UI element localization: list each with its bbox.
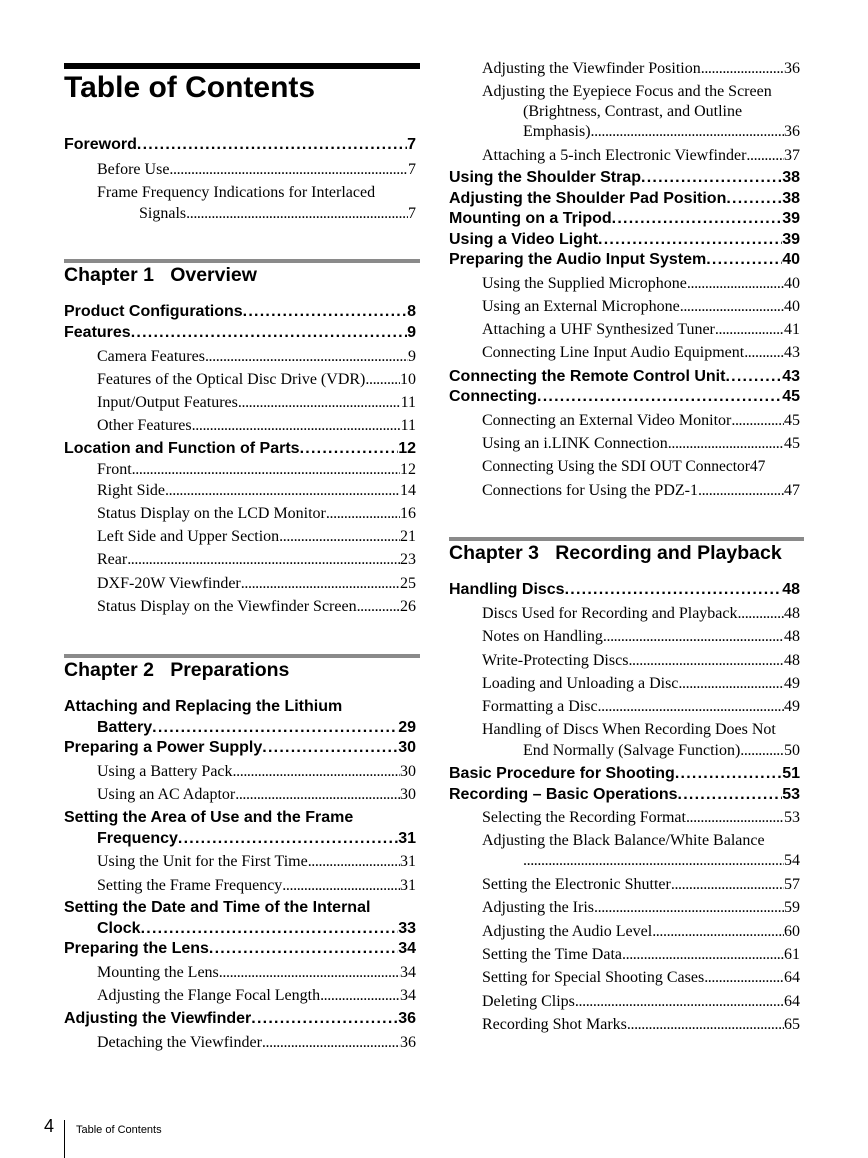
toc-entry-ilink[interactable] [482,434,800,454]
toc-entry-preparing-lens[interactable] [64,939,416,960]
page-number: 48 [784,652,800,669]
entry-title: Using an i.LINK Connection [482,435,668,452]
entry-title: Connecting Using the SDI OUT Connector [482,458,750,475]
page-number: 29 [398,719,416,736]
toc-entry-eyepiece-line1[interactable]: Adjusting the Eyepiece Focus and the Screen [482,83,772,100]
toc-entry-external-microphone[interactable] [482,297,800,317]
page-number: 33 [398,920,416,937]
page-number: 45 [782,388,800,405]
entry-title: Features of the Optical Disc Drive (VDR) [97,371,366,388]
page-number: 36 [398,1010,416,1027]
toc-entry-frame-frequency-setting[interactable] [97,876,416,896]
toc-entry-before-use[interactable] [97,160,416,180]
page-number: 38 [782,169,800,186]
page-number: 39 [782,210,800,227]
toc-entry-ac-adaptor[interactable] [97,785,416,805]
toc-entry-iris[interactable] [482,898,800,918]
entry-title: Notes on Handling [482,628,603,645]
toc-entry-location-function[interactable] [64,439,416,460]
toc-entry-foreword[interactable] [64,135,416,156]
page-number: 34 [400,987,416,1004]
entry-title: Other Features [97,417,192,434]
page-number: 64 [784,993,800,1010]
page-number: 40 [782,251,800,268]
entry-title: Connecting an External Video Monitor [482,412,732,429]
entry-title: Right Side [97,482,166,499]
entry-title: Mounting the Lens [97,964,219,981]
toc-entry-rear[interactable] [97,550,416,570]
entry-title: Using an AC Adaptor [97,786,236,803]
entry-title: Using the Supplied Microphone [482,275,687,292]
entry-title: Status Display on the LCD Monitor [97,505,326,522]
entry-title: Front [97,461,132,478]
toc-entry-dxf-viewfinder[interactable] [97,574,416,594]
entry-title: Preparing the Lens [64,940,209,957]
entry-title: Loading and Unloading a Disc [482,675,679,692]
toc-entry-5inch-viewfinder[interactable] [482,146,800,166]
entry-title: Attaching a 5-inch Electronic Viewfinder [482,147,747,164]
chapter-3-heading: Chapter 3 Recording and Playback [449,542,782,564]
entry-title: Battery [97,719,153,736]
entry-title: Attaching a UHF Synthesized Tuner [482,321,715,338]
entry-title: Detaching the Viewfinder [97,1034,262,1051]
entry-title: Rear [97,551,128,568]
toc-entry-input-output[interactable] [97,393,416,413]
toc-entry-connecting[interactable] [449,387,800,408]
toc-entry-left-side[interactable] [97,527,416,547]
toc-entry-deleting-clips[interactable] [482,992,800,1012]
page-number: 7 [408,205,416,222]
toc-entry-adjusting-viewfinder[interactable] [64,1009,416,1030]
toc-entry-eyepiece-line2[interactable]: (Brightness, Contrast, and Outline [523,103,743,120]
page-number: 16 [400,505,416,522]
page-number: 26 [400,598,416,615]
entry-title: Preparing a Power Supply [64,739,263,756]
toc-entry-external-monitor[interactable] [482,411,800,431]
entry-title: Adjusting the Iris [482,899,594,916]
toc-entry-audio-input[interactable] [449,250,800,271]
toc-entry-features[interactable] [64,323,416,344]
entry-title: DXF-20W Viewfinder [97,575,241,592]
page-number: 30 [400,763,416,780]
toc-entry-shoulder-strap[interactable] [449,168,800,189]
entry-title: Using a Video Light [449,231,599,248]
entry-title: Emphasis) [523,123,591,140]
toc-entry-tripod[interactable] [449,209,800,230]
page-number: 48 [782,581,800,598]
toc-entry-flange-focal[interactable] [97,986,416,1006]
page-number: 11 [400,417,416,434]
page-number: 10 [400,371,416,388]
page-number: 49 [784,675,800,692]
page-number: 9 [407,324,416,341]
toc-entry-other-features[interactable] [97,416,416,436]
page-number: 39 [782,231,800,248]
toc-entry-camera-features[interactable] [97,347,416,367]
entry-title: Connections for Using the PDZ-1 [482,482,698,499]
toc-entry-special-shooting[interactable] [482,968,800,988]
entry-title: Using a Battery Pack [97,763,233,780]
page-number: 14 [400,482,416,499]
page-number: 47 [749,458,766,475]
toc-entry-loading-disc[interactable] [482,674,800,694]
entry-title: Formatting a Disc [482,698,598,715]
page-number: 7 [408,161,416,178]
page-number: 21 [400,528,416,545]
toc-entry-black-balance-line1[interactable]: Adjusting the Black Balance/White Balance [482,832,765,849]
toc-entry-power-supply[interactable] [64,738,416,759]
entry-title: Clock [97,920,141,937]
toc-entry-audio-level[interactable] [482,922,800,942]
entry-title: Camera Features [97,348,205,365]
toc-entry-line-input-audio[interactable] [482,343,800,363]
entry-title: Input/Output Features [97,394,238,411]
page-number: 65 [784,1016,800,1033]
toc-entry-video-light[interactable] [449,230,800,251]
toc-entry-write-protecting[interactable] [482,651,800,671]
entry-title: Setting the Frame Frequency [97,877,283,894]
toc-entry-status-viewfinder[interactable] [97,597,416,617]
toc-entry-sdi-out[interactable] [482,457,802,477]
page-number: 34 [400,964,416,981]
page-number: 8 [407,303,416,320]
entry-title: Adjusting the Audio Level [482,923,653,940]
page-number: 7 [407,136,416,153]
toc-entry-optical-disc-drive[interactable] [97,370,416,390]
footer-page-number: 4 [44,1116,55,1136]
entry-title: Adjusting the Flange Focal Length [97,987,321,1004]
toc-entry-notes-handling[interactable] [482,627,800,647]
page-number: 45 [784,412,800,429]
entry-title: Discs Used for Recording and Playback [482,605,738,622]
toc-entry-first-time[interactable] [97,852,416,872]
page-number: 53 [782,786,800,803]
entry-title: Using the Unit for the First Time [97,853,308,870]
entry-title: Adjusting the Shoulder Pad Position [449,190,727,207]
toc-entry-battery[interactable] [97,718,416,739]
page-number: 9 [408,348,416,365]
toc-entry-clock[interactable] [97,919,416,940]
toc-entry-viewfinder-position[interactable] [482,59,800,79]
page-number: 53 [784,809,800,826]
page-number: 48 [784,605,800,622]
entry-title: Status Display on the Viewfinder Screen [97,598,357,615]
page-number: 64 [784,969,800,986]
entry-title: Frequency [97,830,178,847]
entry-title: Mounting on a Tripod [449,210,612,227]
page-number: 40 [784,275,800,292]
toc-entry-frame-frequency[interactable] [139,204,416,224]
entry-title: Write-Protecting Discs [482,652,629,669]
entry-title: Basic Procedure for Shooting [449,765,675,782]
entry-title: Connecting Line Input Audio Equipment [482,344,745,361]
page-number: 47 [784,482,800,499]
page-number: 25 [400,575,416,592]
toc-entry-discs-used[interactable] [482,604,800,624]
toc-entry-frame-frequency-line1[interactable]: Frame Frequency Indications for Interlaced [97,184,376,201]
page-title: Table of Contents [64,71,316,104]
entry-title: End Normally (Salvage Function) [523,742,741,759]
toc-entry-area-frequency[interactable] [97,829,416,850]
toc-entry-time-data[interactable] [482,945,800,965]
entry-title: Product Configurations [64,303,243,320]
entry-title: Handling Discs [449,581,565,598]
entry-title: Before Use [97,161,170,178]
page-number: 57 [784,876,800,893]
entry-title: Signals [139,205,187,222]
page-number: 36 [400,1034,416,1051]
toc-entry-remote-control[interactable] [449,367,800,388]
toc-entry-detaching-viewfinder[interactable] [97,1033,416,1053]
toc-entry-salvage[interactable] [523,741,800,761]
chapter-1-heading: Chapter 1 Overview [64,264,257,286]
entry-title: Connecting the Remote Control Unit [449,368,726,385]
entry-title: Connecting [449,388,537,405]
entry-title: Setting the Electronic Shutter [482,876,671,893]
toc-entry-shot-marks[interactable] [482,1015,800,1035]
entry-title: Recording Shot Marks [482,1016,627,1033]
entry-title: Foreword [64,136,137,153]
page-number: 41 [784,321,800,338]
page-number: 61 [784,946,800,963]
toc-entry-pdz1[interactable] [482,481,800,501]
entry-title: Preparing the Audio Input System [449,251,707,268]
title-top-rule [64,63,420,69]
entry-title: Left Side and Upper Section [97,528,280,545]
chapter-2-heading: Chapter 2 Preparations [64,659,290,681]
entry-title: Selecting the Recording Format [482,809,686,826]
entry-title: Location and Function of Parts [64,440,300,457]
entry-title: Adjusting the Viewfinder [64,1010,252,1027]
toc-entry-battery-line1[interactable]: Attaching and Replacing the Lithium [64,698,343,715]
entry-title: Features [64,324,131,341]
page-number: 23 [400,551,416,568]
toc-entry-shoulder-pad[interactable] [449,189,800,210]
toc-entry-mounting-lens[interactable] [97,963,416,983]
page-number: 34 [398,940,416,957]
page-number: 30 [398,739,416,756]
toc-entry-clock-line1[interactable]: Setting the Date and Time of the Internal [64,899,371,916]
toc-entry-electronic-shutter[interactable] [482,875,800,895]
entry-title: Setting for Special Shooting Cases [482,969,705,986]
toc-entry-salvage-line1[interactable]: Handling of Discs When Recording Does Not [482,721,776,738]
entry-title: Using the Shoulder Strap [449,169,642,186]
page-number: 37 [784,147,800,164]
entry-title: Setting the Time Data [482,946,622,963]
toc-entry-basic-procedure[interactable] [449,764,800,785]
toc-entry-supplied-microphone[interactable] [482,274,800,294]
page-number: 36 [784,123,800,140]
toc-entry-uhf-tuner[interactable] [482,320,800,340]
page-number: 12 [398,440,416,457]
toc-entry-front[interactable] [97,460,416,480]
page-number: 51 [782,765,800,782]
toc-entry-eyepiece[interactable] [523,122,800,142]
page-number: 50 [784,742,800,759]
toc-entry-handling-discs[interactable] [449,580,800,601]
page-number: 43 [782,368,800,385]
page-number: 11 [400,394,416,411]
page-number: 49 [784,698,800,715]
toc-entry-battery-pack[interactable] [97,762,416,782]
page-number: 38 [782,190,800,207]
entry-title: Using an External Microphone [482,298,680,315]
footer-divider [64,1120,65,1158]
page-number: 31 [400,877,416,894]
entry-title: Recording – Basic Operations [449,786,678,803]
page-number: 31 [398,830,416,847]
page-number: 12 [400,461,416,478]
page-number: 36 [784,60,800,77]
page-number: 59 [784,899,800,916]
page-number: 31 [400,853,416,870]
page-number: 30 [400,786,416,803]
toc-entry-product-configurations[interactable] [64,302,416,323]
toc-entry-black-balance[interactable] [523,851,800,871]
page-number: 60 [784,923,800,940]
entry-title: Deleting Clips [482,993,575,1010]
toc-entry-area-line1[interactable]: Setting the Area of Use and the Frame [64,809,354,826]
toc-entry-formatting-disc[interactable] [482,697,800,717]
toc-entry-recording-format[interactable] [482,808,800,828]
toc-entry-recording-basic[interactable] [449,785,800,806]
entry-title: Adjusting the Viewfinder Position [482,60,701,77]
page-number: 43 [784,344,800,361]
page-number: 45 [784,435,800,452]
page-number: 48 [784,628,800,645]
page-number: 40 [784,298,800,315]
toc-entry-status-lcd[interactable] [97,504,416,524]
toc-entry-right-side[interactable] [97,481,416,501]
page-number: 54 [784,852,800,869]
footer-section-title: Table of Contents [76,1124,162,1136]
